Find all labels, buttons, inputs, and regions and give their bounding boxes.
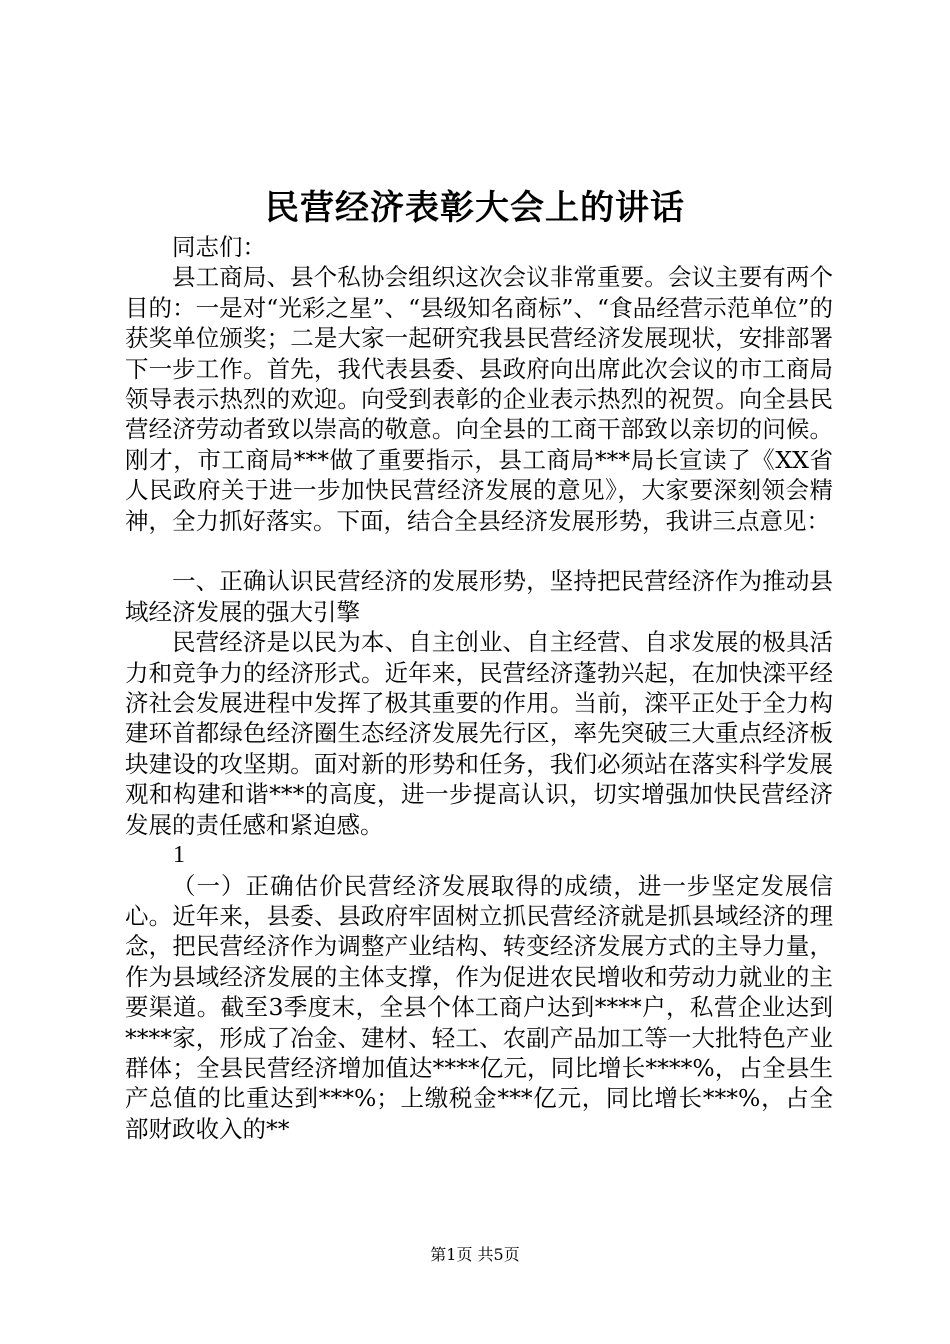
greeting: 同志们： — [172, 233, 266, 261]
page-footer: 第1页 共5页 — [430, 1245, 520, 1264]
paragraph-achievements: （一）正确估价民营经济发展取得的成绩，进一步坚定发展信心。近年来，县委、县政府牢固树立抓民营经济就是抓县域经济的理念，把民营经济作为调整产业结构、转变经济发展方式的主导力量，作为县域经济发展的主体支撑，作为促进农民增收和劳动力就业的主要渠道。截至3季度末，全县个体工商户达到****户，私营企业达到****家，形成了冶金、建材、轻工、农副产品加工等一大批特色产业群体；全县民营经济增加值达****亿元，同比增长****%，占全县生产总值的比重达到***%；上缴税金***亿元，同比增长***%，占全部财政收入的** — [125, 871, 833, 1143]
section-heading-1: 一、正确认识民营经济的发展形势，坚持把民营经济作为推动县域经济发展的强大引擎 — [125, 567, 833, 626]
document-body — [125, 232, 833, 1144]
document-title: 民营经济表彰大会上的讲话 — [265, 188, 685, 228]
paragraph-situation: 民营经济是以民为本、自主创业、自主经营、自求发展的极具活力和竞争力的经济形式。近年来，民营经济蓬勃兴起，在加快滦平经济社会发展进程中发挥了极其重要的作用。当前，滦平正处于全力构建环首都绿色经济圈生态经济发展先行区，率先突破三大重点经济板块建设的攻坚期。面对新的形势和任务，我们必须站在落实科学发展观和构建和谐***的高度，进一步提高认识，切实增强加快民营经济发展的责任感和紧迫感。 — [125, 628, 833, 839]
paragraph-intro: 县工商局、县个私协会组织这次会议非常重要。会议主要有两个目的：一是对“光彩之星”、“县级知名商标”、“食品经营示范单位”的获奖单位颁奖；二是大家一起研究我县民营经济发展现状，安排部署下一步工作。首先，我代表县委、县政府向出席此次会议的市工商局领导表示热烈的欢迎。向受到表彰的企业表示热烈的祝贺。向全县民营经济劳动者致以崇高的敬意。向全县的工商干部致以亲切的问候。刚才，市工商局***做了重要指示，县工商局***局长宣读了《XX省人民政府关于进一步加快民营经济发展的意见》，大家要深刻领会精神，全力抓好落实。下面，结合全县经济发展形势，我讲三点意见： — [125, 263, 833, 535]
blank-line — [125, 536, 833, 566]
inline-page-number: 1 — [173, 842, 185, 869]
